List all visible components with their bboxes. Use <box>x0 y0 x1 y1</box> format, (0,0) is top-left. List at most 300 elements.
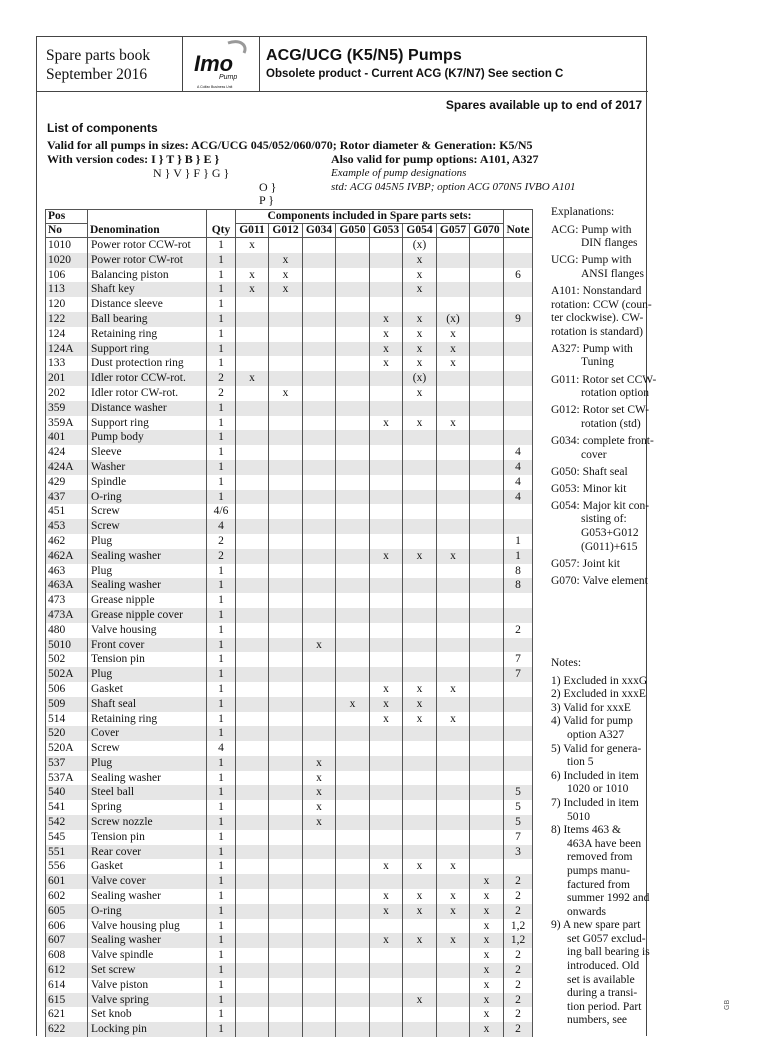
set-cell <box>470 726 504 741</box>
set-cell <box>370 830 403 845</box>
set-cell: x <box>303 785 336 800</box>
set-cell: x <box>403 416 437 431</box>
set-cell <box>336 815 370 830</box>
logo-wordmark: Imo <box>194 51 233 76</box>
table-row <box>46 652 533 667</box>
qty-cell: 1 <box>207 416 236 431</box>
set-cell <box>403 475 437 490</box>
qty-cell: 1 <box>207 564 236 579</box>
qty-cell: 1 <box>207 785 236 800</box>
set-cell <box>403 608 437 623</box>
set-cell <box>470 416 504 431</box>
table-row <box>46 726 533 741</box>
set-cell <box>303 490 336 505</box>
set-cell <box>236 564 269 579</box>
set-cell <box>236 682 269 697</box>
version-codes-2: N } V } F } G } <box>153 167 229 180</box>
pos-cell: 514 <box>46 712 88 727</box>
set-cell <box>336 756 370 771</box>
set-cell <box>336 371 370 386</box>
set-cell <box>236 312 269 327</box>
note-cell <box>504 430 533 445</box>
pos-cell: 473A <box>46 608 88 623</box>
set-cell <box>470 268 504 283</box>
set-cell <box>437 919 470 934</box>
set-cell <box>303 608 336 623</box>
set-cell <box>336 504 370 519</box>
qty-cell: 2 <box>207 371 236 386</box>
set-cell <box>370 1022 403 1037</box>
denomination-cell: Support ring <box>88 416 207 431</box>
set-cell <box>269 504 303 519</box>
set-cell: x <box>269 268 303 283</box>
set-cell: x <box>370 712 403 727</box>
set-cell <box>269 830 303 845</box>
set-cell <box>370 978 403 993</box>
set-cell <box>336 933 370 948</box>
set-cell <box>470 475 504 490</box>
item-text: 4) Valid for pump <box>551 715 671 729</box>
set-cell: x <box>370 416 403 431</box>
explanation-item <box>551 254 671 281</box>
item-text: G053+G012 <box>551 527 671 541</box>
note-cell <box>504 682 533 697</box>
set-cell <box>236 919 269 934</box>
set-cell <box>370 475 403 490</box>
set-cell <box>370 652 403 667</box>
set-cell <box>336 845 370 860</box>
table-row <box>46 830 533 845</box>
set-cell <box>269 608 303 623</box>
set-cell <box>370 874 403 889</box>
note-cell: 2 <box>504 904 533 919</box>
item-text: summer 1992 and <box>551 892 671 906</box>
set-cell <box>370 993 403 1008</box>
set-cell: (x) <box>437 312 470 327</box>
set-cell <box>470 652 504 667</box>
set-cell <box>336 741 370 756</box>
pos-cell: 612 <box>46 963 88 978</box>
note-cell: 1 <box>504 549 533 564</box>
note-cell: 8 <box>504 564 533 579</box>
table-row <box>46 993 533 1008</box>
pos-cell: 202 <box>46 386 88 401</box>
set-cell <box>370 519 403 534</box>
pos-cell: 614 <box>46 978 88 993</box>
explanation-item <box>551 500 671 554</box>
denomination-cell: Distance washer <box>88 401 207 416</box>
set-cell <box>303 682 336 697</box>
qty-cell: 1 <box>207 578 236 593</box>
denomination-cell: Distance sleeve <box>88 297 207 312</box>
set-cell <box>470 845 504 860</box>
set-cell <box>336 993 370 1008</box>
set-cell: x <box>269 253 303 268</box>
item-text: 3) Valid for xxxE <box>551 702 671 716</box>
set-cell <box>403 978 437 993</box>
pos-cell: 453 <box>46 519 88 534</box>
set-cell <box>437 504 470 519</box>
table-row <box>46 741 533 756</box>
set-cell: x <box>269 282 303 297</box>
note-cell <box>504 593 533 608</box>
col-set: G012 <box>269 224 303 238</box>
set-cell: x <box>370 356 403 371</box>
note-cell: 7 <box>504 830 533 845</box>
item-text: ing ball bearing is <box>551 946 671 960</box>
note-cell <box>504 859 533 874</box>
col-set: G011 <box>236 224 269 238</box>
set-cell <box>303 623 336 638</box>
note-item <box>551 675 671 689</box>
set-cell <box>336 519 370 534</box>
denomination-cell: Retaining ring <box>88 712 207 727</box>
set-cell: x <box>470 889 504 904</box>
set-cell <box>403 490 437 505</box>
set-cell <box>403 593 437 608</box>
set-cell <box>370 504 403 519</box>
explanation-item <box>551 575 671 589</box>
book-title: Spare parts book <box>37 37 182 65</box>
page-frame <box>36 36 647 1036</box>
note-cell: 2 <box>504 874 533 889</box>
set-cell <box>470 504 504 519</box>
set-cell <box>236 845 269 860</box>
note-cell <box>504 342 533 357</box>
set-cell <box>303 475 336 490</box>
pos-cell: 473 <box>46 593 88 608</box>
set-cell: x <box>403 933 437 948</box>
qty-cell: 2 <box>207 534 236 549</box>
set-cell <box>470 253 504 268</box>
set-cell <box>437 667 470 682</box>
note-cell: 2 <box>504 993 533 1008</box>
set-cell <box>470 356 504 371</box>
pos-cell: 124 <box>46 327 88 342</box>
set-cell <box>370 963 403 978</box>
note-cell <box>504 253 533 268</box>
note-cell: 2 <box>504 889 533 904</box>
explanation-item <box>551 466 671 480</box>
set-cell <box>403 741 437 756</box>
set-cell: x <box>303 815 336 830</box>
set-cell <box>303 371 336 386</box>
set-cell <box>336 386 370 401</box>
table-row <box>46 445 533 460</box>
set-cell <box>403 519 437 534</box>
pos-cell: 424A <box>46 460 88 475</box>
set-cell <box>470 830 504 845</box>
qty-cell: 1 <box>207 859 236 874</box>
set-cell <box>303 327 336 342</box>
qty-cell: 1 <box>207 327 236 342</box>
set-cell: x <box>303 638 336 653</box>
item-text: 9) A new spare part <box>551 919 671 933</box>
set-cell <box>437 830 470 845</box>
table-row <box>46 342 533 357</box>
set-cell <box>403 756 437 771</box>
set-cell <box>470 549 504 564</box>
set-cell <box>269 756 303 771</box>
denomination-cell: Valve cover <box>88 874 207 889</box>
note-cell <box>504 356 533 371</box>
set-cell <box>437 475 470 490</box>
pos-cell: 5010 <box>46 638 88 653</box>
pos-cell: 622 <box>46 1022 88 1037</box>
components-table <box>45 209 533 1037</box>
set-cell <box>336 356 370 371</box>
set-cell <box>336 904 370 919</box>
set-cell <box>403 1007 437 1022</box>
set-cell <box>336 593 370 608</box>
denomination-cell: Power rotor CCW-rot <box>88 238 207 253</box>
item-text: G050: Shaft seal <box>551 466 671 480</box>
explanation-item <box>551 483 671 497</box>
set-cell <box>269 623 303 638</box>
denomination-cell: Screw <box>88 741 207 756</box>
logo-tagline: A Colfax Business Unit <box>197 85 232 89</box>
set-cell <box>236 1022 269 1037</box>
col-denomination: Denomination <box>88 224 207 238</box>
qty-cell: 1 <box>207 904 236 919</box>
set-cell <box>437 697 470 712</box>
set-cell <box>336 268 370 283</box>
set-cell <box>403 297 437 312</box>
qty-cell: 1 <box>207 238 236 253</box>
set-cell <box>269 874 303 889</box>
pos-cell: 122 <box>46 312 88 327</box>
table-row <box>46 578 533 593</box>
set-cell <box>269 327 303 342</box>
denomination-cell: O-ring <box>88 490 207 505</box>
set-cell <box>370 593 403 608</box>
denomination-cell: Grease nipple cover <box>88 608 207 623</box>
header <box>37 37 648 92</box>
note-cell: 2 <box>504 963 533 978</box>
qty-cell: 1 <box>207 445 236 460</box>
set-cell: x <box>303 800 336 815</box>
set-cell <box>236 504 269 519</box>
set-cell: x <box>403 356 437 371</box>
set-cell <box>470 771 504 786</box>
set-cell: x <box>403 904 437 919</box>
set-cell: x <box>269 386 303 401</box>
set-cell <box>236 1007 269 1022</box>
example-title: Example of pump designations <box>331 167 466 180</box>
set-cell <box>370 726 403 741</box>
table-row <box>46 1007 533 1022</box>
pos-cell: 462A <box>46 549 88 564</box>
pos-cell: 551 <box>46 845 88 860</box>
note-item <box>551 743 671 770</box>
denomination-cell: Spindle <box>88 475 207 490</box>
set-cell <box>470 638 504 653</box>
note-cell: 1,2 <box>504 919 533 934</box>
pos-cell: 541 <box>46 800 88 815</box>
set-cell <box>437 771 470 786</box>
table-row <box>46 859 533 874</box>
set-cell <box>236 697 269 712</box>
qty-cell: 1 <box>207 430 236 445</box>
set-cell <box>236 993 269 1008</box>
note-cell: 5 <box>504 785 533 800</box>
denomination-cell: Cover <box>88 726 207 741</box>
table-row <box>46 253 533 268</box>
set-cell <box>403 726 437 741</box>
table-row <box>46 874 533 889</box>
pos-cell: 113 <box>46 282 88 297</box>
set-cell <box>336 652 370 667</box>
set-cell <box>303 859 336 874</box>
denomination-cell: Front cover <box>88 638 207 653</box>
set-cell <box>303 460 336 475</box>
set-cell: x <box>370 342 403 357</box>
denomination-cell: Sealing washer <box>88 889 207 904</box>
set-cell <box>370 608 403 623</box>
qty-cell: 1 <box>207 697 236 712</box>
qty-cell: 1 <box>207 978 236 993</box>
item-text: A327: Pump with <box>551 343 671 357</box>
table-row <box>46 933 533 948</box>
set-cell <box>437 268 470 283</box>
set-cell <box>336 608 370 623</box>
set-cell <box>470 712 504 727</box>
item-text: numbers, see <box>551 1014 671 1028</box>
set-cell <box>236 638 269 653</box>
note-cell <box>504 297 533 312</box>
item-text: G012: Rotor set CW- <box>551 404 671 418</box>
denomination-cell: Balancing piston <box>88 268 207 283</box>
set-cell <box>470 815 504 830</box>
set-cell <box>336 889 370 904</box>
set-cell <box>403 948 437 963</box>
set-cell <box>269 534 303 549</box>
set-cell <box>470 785 504 800</box>
set-cell <box>403 785 437 800</box>
note-cell <box>504 519 533 534</box>
set-cell <box>336 430 370 445</box>
pos-cell: 424 <box>46 445 88 460</box>
set-cell <box>236 741 269 756</box>
pos-cell: 463A <box>46 578 88 593</box>
set-cell <box>437 638 470 653</box>
note-cell <box>504 608 533 623</box>
item-text: tion 5 <box>551 756 671 770</box>
pos-cell: 615 <box>46 993 88 1008</box>
imo-logo-icon <box>182 37 259 91</box>
set-cell <box>370 430 403 445</box>
set-cell <box>269 948 303 963</box>
set-cell <box>403 800 437 815</box>
denomination-cell: Power rotor CW-rot <box>88 253 207 268</box>
denomination-cell: Tension pin <box>88 652 207 667</box>
set-cell <box>336 327 370 342</box>
set-cell: x <box>370 682 403 697</box>
set-cell: x <box>403 342 437 357</box>
set-cell <box>236 785 269 800</box>
item-text: ter clockwise). CW- <box>551 312 671 326</box>
col-set: G050 <box>336 224 370 238</box>
denomination-cell: Idler rotor CW-rot. <box>88 386 207 401</box>
set-cell <box>236 726 269 741</box>
set-cell: x <box>403 312 437 327</box>
set-cell <box>303 238 336 253</box>
item-text: rotation (std) <box>551 418 671 432</box>
denomination-cell: Valve piston <box>88 978 207 993</box>
set-cell <box>236 297 269 312</box>
set-cell <box>236 904 269 919</box>
table-row <box>46 756 533 771</box>
set-cell <box>303 401 336 416</box>
qty-cell: 1 <box>207 652 236 667</box>
denomination-cell: Rear cover <box>88 845 207 860</box>
table-row <box>46 371 533 386</box>
set-cell <box>269 904 303 919</box>
set-cell <box>403 401 437 416</box>
explanation-item <box>551 224 671 251</box>
set-cell <box>336 564 370 579</box>
set-cell <box>370 386 403 401</box>
pos-cell: 1010 <box>46 238 88 253</box>
table-row <box>46 623 533 638</box>
example-line: std: ACG 045N5 IVBP; option ACG 070N5 IVBO A101 <box>331 181 575 194</box>
table-row <box>46 919 533 934</box>
denomination-cell: Grease nipple <box>88 593 207 608</box>
item-text: onwards <box>551 906 671 920</box>
set-cell <box>303 741 336 756</box>
denomination-cell: Sealing washer <box>88 933 207 948</box>
set-cell <box>470 401 504 416</box>
set-cell <box>236 445 269 460</box>
set-cell <box>403 963 437 978</box>
set-cell <box>269 416 303 431</box>
set-cell <box>336 534 370 549</box>
set-cell <box>470 460 504 475</box>
set-cell <box>303 253 336 268</box>
table-row <box>46 963 533 978</box>
pos-cell: 605 <box>46 904 88 919</box>
set-cell <box>269 297 303 312</box>
note-item <box>551 770 671 797</box>
denomination-cell: Sealing washer <box>88 578 207 593</box>
set-cell: x <box>403 327 437 342</box>
set-cell: x <box>470 978 504 993</box>
item-text: 6) Included in item <box>551 770 671 784</box>
set-cell <box>236 327 269 342</box>
set-cell <box>437 756 470 771</box>
set-cell <box>336 460 370 475</box>
table-row <box>46 608 533 623</box>
set-cell: x <box>403 253 437 268</box>
table-row <box>46 1022 533 1037</box>
set-cell <box>303 268 336 283</box>
note-cell <box>504 282 533 297</box>
qty-cell: 4 <box>207 741 236 756</box>
denomination-cell: Steel ball <box>88 785 207 800</box>
set-cell: x <box>403 268 437 283</box>
set-cell <box>236 815 269 830</box>
note-cell <box>504 401 533 416</box>
note-cell: 9 <box>504 312 533 327</box>
item-text: A101: Nonstandard <box>551 285 671 299</box>
set-cell <box>303 948 336 963</box>
table-row <box>46 327 533 342</box>
pos-cell: 537 <box>46 756 88 771</box>
set-cell: x <box>437 356 470 371</box>
set-cell <box>370 534 403 549</box>
pos-cell: 502 <box>46 652 88 667</box>
table-row <box>46 282 533 297</box>
